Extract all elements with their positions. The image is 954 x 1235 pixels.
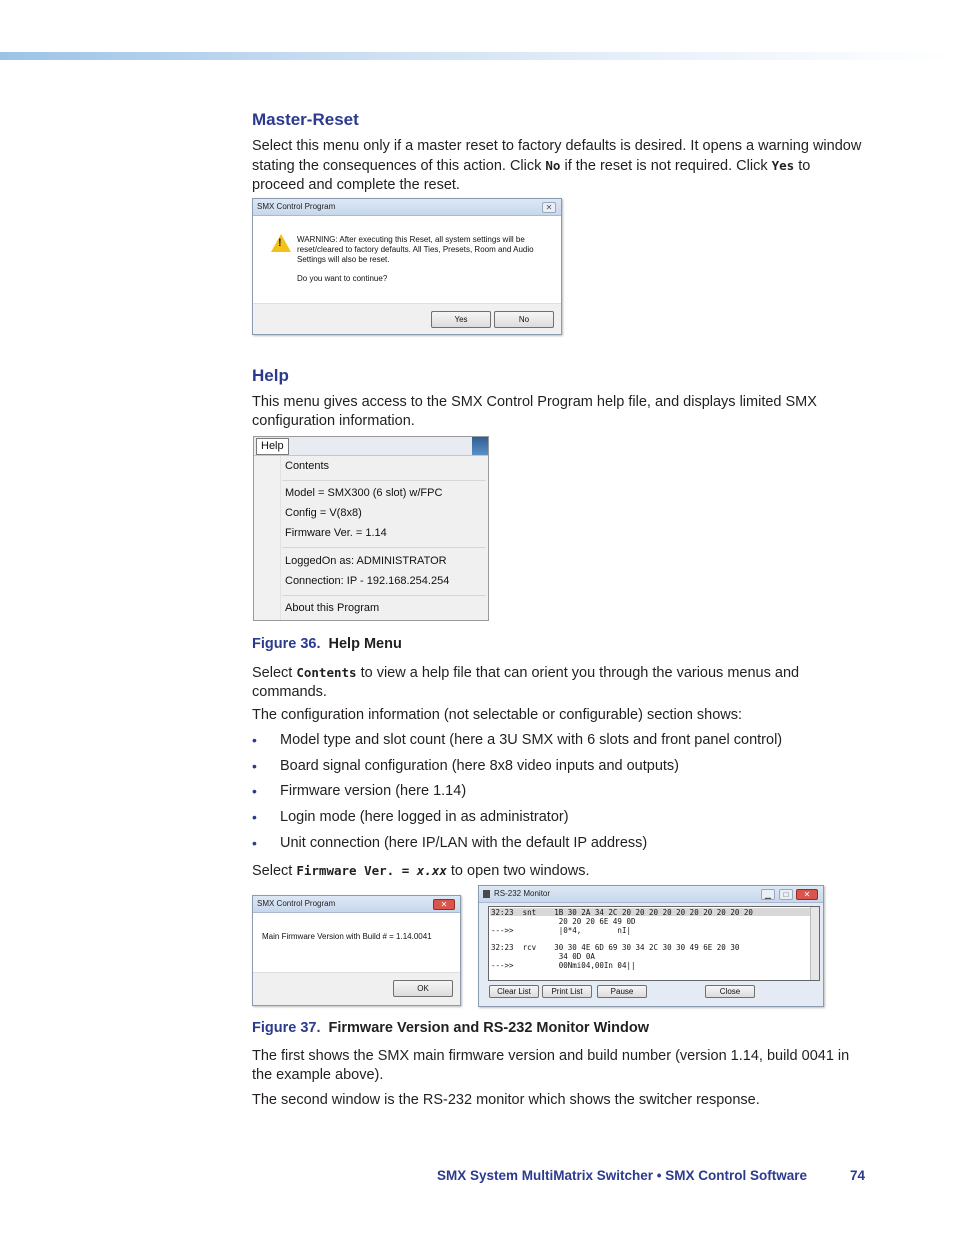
log-row: 32:23 snt 1B 30 2A 34 2C 20 20 20 20 20 20 20 20 20 20 [491, 908, 753, 917]
code-firmware: Firmware Ver. = [296, 863, 417, 878]
no-button[interactable]: No [494, 311, 554, 328]
header-gradient-bar [0, 52, 954, 60]
menu-bar [254, 437, 488, 456]
pause-button[interactable]: Pause [597, 985, 647, 998]
firmware-message: Main Firmware Version with Build # = 1.14.0041 [262, 932, 432, 941]
menu-item-firmware[interactable]: Firmware Ver. = 1.14 [285, 527, 387, 539]
heading-help: Help [252, 366, 289, 385]
rs232-log-area[interactable] [488, 906, 820, 981]
close-icon[interactable]: ✕ [796, 889, 818, 900]
scrollbar[interactable] [810, 907, 819, 980]
warning-icon: ! [271, 234, 291, 252]
menu-item-config: Config = V(8x8) [285, 507, 362, 519]
log-row: 20 20 20 6E 49 0D [491, 917, 636, 926]
monitor-app-icon [483, 890, 490, 898]
figure-36-caption: Figure 36. Help Menu [252, 636, 402, 652]
firmware-paragraph: Select Firmware Ver. = x.xx to open two windows. [252, 863, 590, 879]
master-reset-paragraph: Select this menu only if a master reset to factory defaults is desired. It opens a warning window stating the consequences of this action. Click No if the reset is not required. Click Yes to proceed and complete the reset. [252, 138, 862, 193]
menu-separator [282, 595, 486, 596]
print-list-button[interactable]: Print List [542, 985, 592, 998]
reset-dialog-titlebar: SMX Control Program ✕ [253, 199, 561, 216]
reset-dialog-footer [253, 303, 561, 334]
footer-title: SMX System MultiMatrix Switcher • SMX Control Software [437, 1168, 808, 1183]
rs232-monitor-window [478, 885, 824, 1007]
menu-item-connection: Connection: IP - 192.168.254.254 [285, 575, 450, 587]
code-no: No [545, 158, 561, 173]
reset-warning-text: WARNING: After executing this Reset, all system settings will be reset/cleared to factory defaults. All Ties, Presets, Room and Audio Settings will also be reset. [297, 235, 534, 264]
second-window-paragraph: The second window is the RS-232 monitor which shows the switcher response. [252, 1092, 760, 1108]
yes-button[interactable]: Yes [431, 311, 491, 328]
heading-master-reset: Master-Reset [252, 110, 359, 129]
menu-item-about[interactable]: About this Program [285, 602, 380, 614]
menu-item-logged-on: LoggedOn as: ADMINISTRATOR [285, 555, 447, 567]
code-yes: Yes [771, 158, 795, 173]
reset-warning-dialog [252, 198, 562, 335]
log-row: 34 0D 0A [491, 952, 595, 961]
firmware-dialog-footer [253, 972, 460, 1005]
contents-paragraph: Select Contents to view a help file that can orient you through the various menus and commands. [252, 665, 800, 700]
first-window-paragraph: The first shows the SMX main firmware version and build number (version 1.14, build 0041 in the example above). [252, 1048, 850, 1083]
clear-list-button[interactable]: Clear List [489, 985, 539, 998]
menu-item-contents[interactable]: Contents [285, 460, 330, 472]
close-button[interactable]: Close [705, 985, 755, 998]
firmware-version-dialog [252, 895, 461, 1006]
menu-separator [282, 547, 486, 548]
menu-tab-help[interactable]: Help [256, 438, 289, 455]
menu-item-model: Model = SMX300 (6 slot) w/FPC [285, 487, 443, 499]
help-menu [253, 436, 489, 621]
figure-37-caption: Figure 37. Firmware Version and RS-232 Monitor Window [252, 1020, 650, 1036]
ok-button[interactable]: OK [393, 980, 453, 997]
rs232-titlebar: RS-232 Monitor ▁ □ ✕ [479, 886, 823, 903]
page-number: 74 [850, 1168, 866, 1183]
code-contents: Contents [296, 665, 357, 680]
maximize-icon[interactable]: □ [779, 889, 793, 900]
log-row: 32:23 rcv 30 30 4E 6D 69 30 34 2C 30 30 49 6E 20 30 [491, 943, 740, 952]
minimize-icon[interactable]: ▁ [761, 889, 775, 900]
close-icon[interactable]: ✕ [433, 899, 455, 910]
config-intro: The configuration information (not selectable or configurable) section shows: [252, 707, 743, 723]
firmware-dialog-titlebar: SMX Control Program ✕ [253, 896, 460, 913]
reset-question: Do you want to continue? [297, 274, 388, 283]
log-row: --->> 00Nmi04,00In 04|| [491, 961, 636, 970]
help-paragraph: This menu gives access to the SMX Control Program help file, and displays limited SMX configuration information. [252, 394, 817, 429]
menu-separator [282, 480, 486, 481]
close-icon[interactable]: ✕ [542, 202, 556, 213]
log-row: --->> |0*4, nI| [491, 926, 631, 935]
